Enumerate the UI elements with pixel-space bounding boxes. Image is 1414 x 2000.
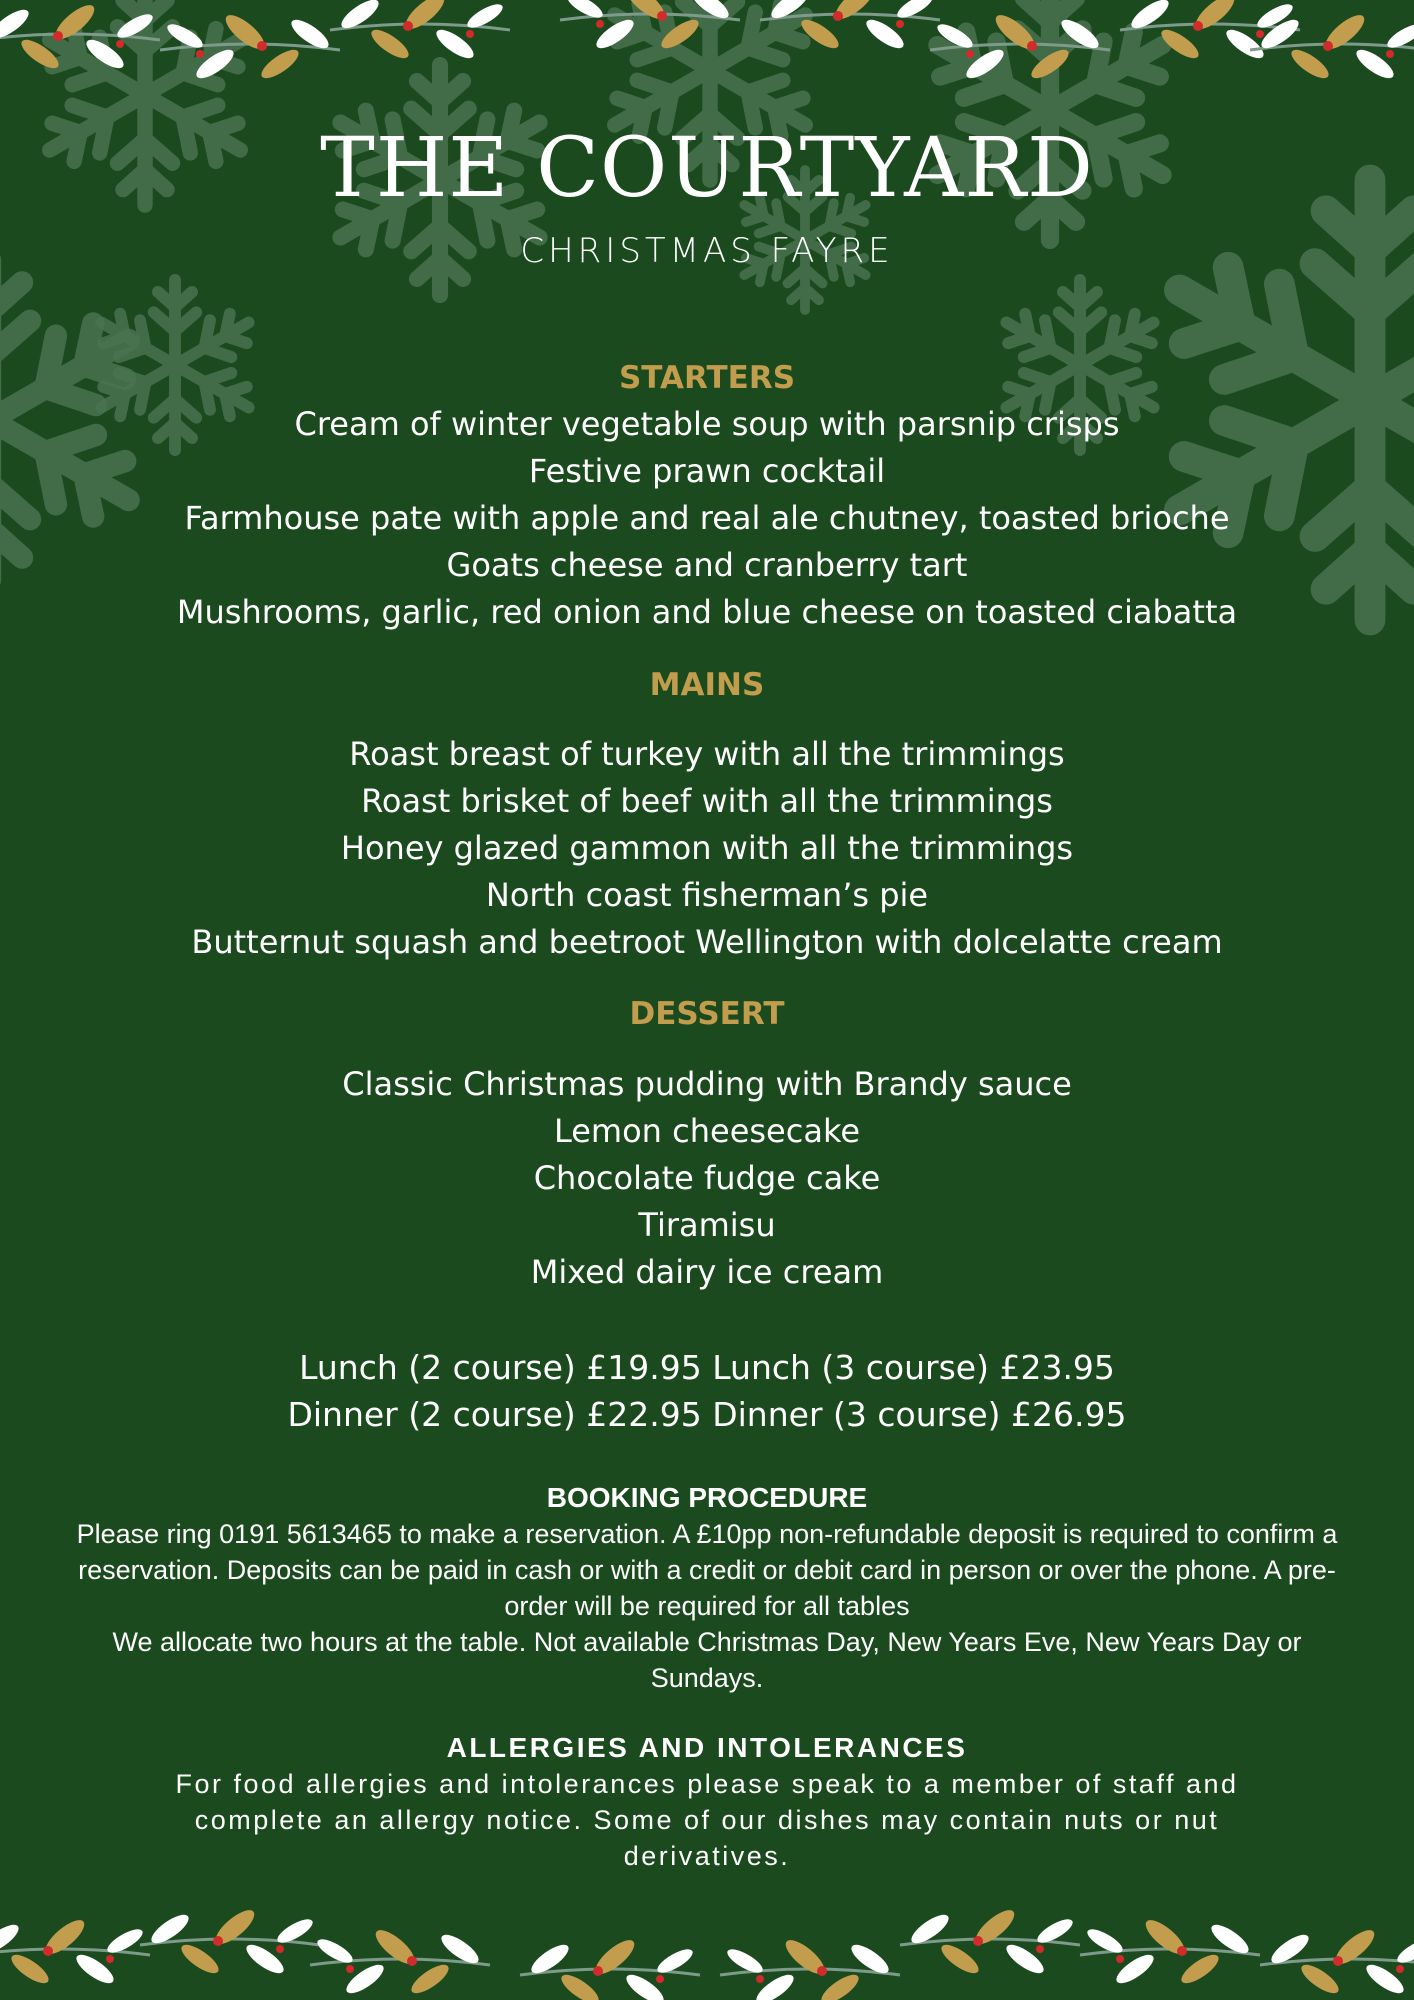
garland-bottom (0, 1905, 1414, 2000)
price-line: Lunch (2 course) £19.95 Lunch (3 course) £23.95 (299, 1348, 1115, 1387)
booking-paragraph: We allocate two hours at the table. Not available Christmas Day, New Years Eve, New Years Day or Sundays. (112, 1627, 1302, 1693)
starters-heading: STARTERS (618, 360, 796, 396)
dessert-heading: DESSERT (629, 996, 785, 1032)
list-item: Farmhouse pate with apple and real ale chutney, toasted brioche (184, 499, 1230, 537)
list-item: Honey glazed gammon with all the trimmings (340, 829, 1074, 867)
list-item: Roast breast of turkey with all the trimmings (349, 735, 1065, 773)
list-item: Lemon cheesecake (553, 1112, 861, 1150)
booking-heading: BOOKING PROCEDURE (546, 1482, 868, 1513)
starters-list (0, 401, 1414, 636)
list-item: Classic Christmas pudding with Brandy sauce (342, 1065, 1072, 1103)
booking-text (70, 1516, 1344, 1696)
list-item: Festive prawn cocktail (528, 452, 886, 490)
list-item: Mixed dairy ice cream (530, 1253, 884, 1291)
list-item: Roast brisket of beef with all the trimmings (361, 782, 1053, 820)
price-line: Dinner (2 course) £22.95 Dinner (3 course) £26.95 (287, 1395, 1127, 1434)
list-item: Butternut squash and beetroot Wellington with dolcelatte cream (191, 923, 1223, 961)
list-item: North coast fisherman’s pie (485, 876, 929, 914)
list-item: Cream of winter vegetable soup with parsnip crisps (294, 405, 1120, 443)
allergies-paragraph: For food allergies and intolerances please speak to a member of staff and complete an allergy notice. Some of our dishes may contain nuts or nut derivatives. (175, 1769, 1239, 1871)
price-list (0, 1344, 1414, 1438)
mains-list (0, 731, 1414, 966)
booking-paragraph: Please ring 0191 5613465 to make a reservation. A £10pp non-refundable deposit is required to confirm a reservation. Deposits can be paid in cash or with a credit or debit card in person or over the phone. A pre-order will be required for all tables (76, 1519, 1338, 1621)
list-item: Goats cheese and cranberry tart (446, 546, 968, 584)
page-title: THE COURTYARD (320, 121, 1094, 216)
page-subtitle: CHRISTMAS FAYRE (520, 231, 894, 271)
list-item: Tiramisu (638, 1206, 776, 1244)
list-item: Mushrooms, garlic, red onion and blue cheese on toasted ciabatta (176, 593, 1238, 631)
list-item: Chocolate fudge cake (533, 1159, 881, 1197)
dessert-list (0, 1061, 1414, 1296)
mains-heading: MAINS (649, 667, 765, 703)
allergies-text (110, 1766, 1304, 1874)
allergies-heading: ALLERGIES AND INTOLERANCES (446, 1732, 968, 1763)
